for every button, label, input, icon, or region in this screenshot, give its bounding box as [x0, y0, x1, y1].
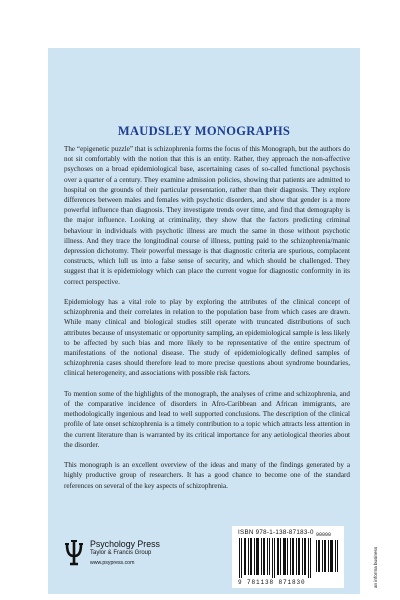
- blurb: [64, 144, 350, 501]
- psi-icon: [64, 538, 84, 566]
- publisher-name: Psychology Press: [90, 539, 160, 549]
- series-title: MAUDSLEY MONOGRAPHS: [117, 124, 291, 138]
- barcode-digits: 9 781138 871830: [238, 579, 306, 586]
- addon-digits: 90000: [316, 532, 332, 538]
- barcode: [232, 526, 344, 588]
- addon-barcode: [316, 538, 338, 572]
- blurb-paragraph: Epidemiology has a vital role to play by exploring the attributes of the clinical concept of schizophrenia and their correlates in relation to the population base from which cases are drawn. While many clinical and biological studies still operate with truncated distributions of such attributes because of unsystematic or opportunity sampling, an epidemiological sample is less likely to be affected by such bias and more likely to be representative of the entire spectrum of manifestations of the notional disease. The study of epidemiologically defined samples of schizophrenia cases should therefore lead to more precise questions about syndrome boundaries, clinical heterogeneity, and associations with possible risk factors.: [64, 298, 350, 378]
- publisher-group: Taylor & Francis Group: [90, 550, 152, 556]
- vertical-imprint: an informa business: [373, 546, 378, 588]
- ean-barcode: [238, 538, 312, 578]
- blurb-paragraph: To mention some of the highlights of the monograph, the analyses of crime and schizophrenia, and of the comparative incidence of disorders in Afro-Caribbean and African immigrants, are methodologically ingenious and lead to well supported conclusions. The description of the clinical profile of late onset schizophrenia is a timely contribution to a topic which attracts less attention in the current literature than is warranted by its critical importance for any aetiological theories about the disorder.: [64, 389, 350, 449]
- cover-panel: [48, 48, 378, 594]
- publisher-block: [64, 536, 184, 572]
- blurb-paragraph: The “epigenetic puzzle” that is schizophrenia forms the focus of this Monograph, but the authors do not sit comfortably with the notion that this is an entity. Rather, they approach the non-affective psychoses on a broad epidemiological base, ascertaining cases of so-called functional psychosis over a quarter of a century. They examine admission policies, showing that patients are admitted to hospital on the grounds of their particular presentation, rather than their diagnosis. They explore differences between males and females with psychotic disorders, and show that gender is a more powerful influence than diagnosis. They investigate trends over time, and find that demography is the major influence. Looking at criminality, they show that the factors predicting criminal behaviour in individuals with psychotic illness are much the same in those without psychotic illness. And they trace the longitudinal course of illness, putting paid to the schizophrenia/manic depression dichotomy. Their powerful message is that diagnostic criteria are spurious, complacent constructs, which lull us into a false sense of security, and which should be challenged. They suggest that it is epidemiology which can place the current vogue for diagnostic conformity in its correct perspective.: [64, 145, 350, 286]
- isbn-label: ISBN 978-1-138-87183-0: [238, 529, 314, 536]
- publisher-url: www.psypress.com: [90, 560, 135, 566]
- blurb-paragraph: This monograph is an excellent overview of the ideas and many of the findings generated by a highly productive group of researchers. It has a good chance to become one of the standard references on several of the key aspects of schizophrenia.: [64, 461, 350, 490]
